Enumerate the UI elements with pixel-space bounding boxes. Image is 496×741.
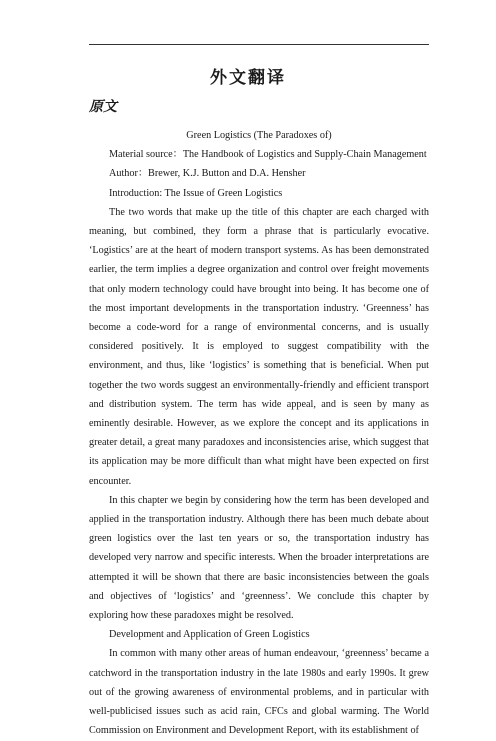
paragraph-2: In this chapter we begin by considering how the term has been developed and applied in the transportation industry. Although there has been much debate about green logistics over the last ten years or so, the transportation industry has developed very narrow and specific interests. When the broader interpretations are attempted it will be shown that there are basic inconsistencies between the goals and objectives of ‘logistics’ and ‘greenness’. We conclude this chapter by exploring how these paradoxes might be resolved. [89, 494, 429, 622]
introduction-heading: Introduction: The Issue of Green Logistics [109, 187, 283, 199]
section-heading-original: 原文 [89, 99, 117, 115]
development-heading: Development and Application of Green Logistics [109, 629, 310, 641]
paragraph-1: The two words that make up the title of this chapter are each charged with meaning, but combined, they form a phrase that is particularly evocative. ‘Logistics’ are at the heart of modern transport systems. As has been demonstrated earlier, the term implies a degree organization and control over freight movements that only modern technology could have brought into being. It has become one of the most important developments in the transportation industry. ‘Greenness’ has become a code-word for a range of environmental concerns, and is usually considered positively. It is employed to suggest compatibility with the environment, and thus, like ‘logistics’ is something that is beneficial. When put together the two words suggest an environmentally-friendly and efficient transport and distribution system. The term has wide appeal, and is seen by many as eminently desirable. However, as we explore the concept and its applications in greater detail, a great many paradoxes and inconsistencies arise, which suggest that its application may be more difficult than what might have been expected on first encounter. [89, 206, 429, 487]
paragraph-3: In common with many other areas of human endeavour, ‘greenness’ became a catchword in the transportation industry in the late 1980s and early 1990s. It grew out of the growing awareness of environmental problems, and in particular with well-publicised issues such as acid rain, CFCs and global warming. The World Commission on Environment and Development Report, with its establishment of [89, 648, 429, 737]
body-text [89, 126, 429, 741]
document-title: 外文翻译 [210, 68, 286, 88]
article-title: Green Logistics (The Paradoxes of) [186, 130, 332, 141]
source-line: Material source：The Handbook of Logistics and Supply-Chain Management [109, 149, 427, 161]
header-rule [89, 44, 429, 45]
author-line: Author：Brewer, K.J. Button and D.A. Hensher [109, 168, 306, 180]
